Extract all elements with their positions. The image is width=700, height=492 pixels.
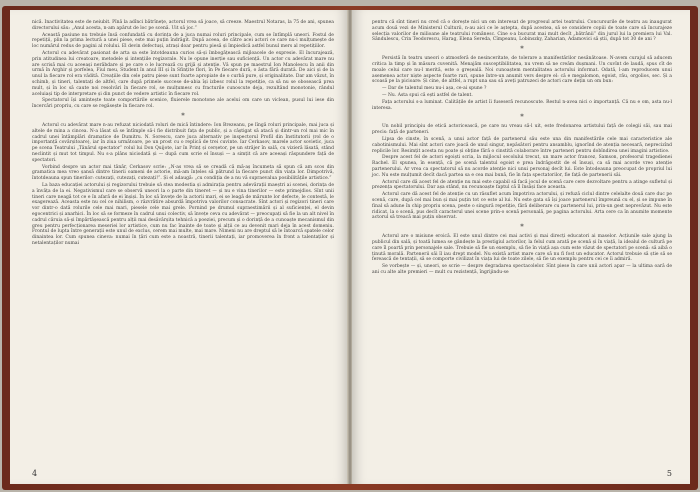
left-page-text <box>32 20 334 247</box>
paragraph: pentru că sînt tineri nu cred că o dorește nici un om interesat de progresul artei teatrului. Concursurile de teatru au inaugurat acum două vezi de Ministerul Culturii, n-au aici ce le aștepta, după acestea, să se considere copiii de toate care să încurajeze selecția valorilor de milioane ale teatrului românesc. Cine s-a bucurat mai mult decît „bătrânii” din jurul lui la premiera lui Val. Săndulescu, Crin Teodorescu, Harag, Elena Sereda, Cîmpeanu, Lobinszky, Zaharian, Adamovici să știi, după tot 30 de ani ? <box>372 20 672 43</box>
paragraph: Lipsa de cinste, în scenă, a unui actor față de partenerul său este una din manifestările cele mai caracteristice ale cabotinismului. Mai sînt actori care joacă de unul singur, nepăsători pentru ansamblu, ignorînd de atenția necesară, neprecizînd replicile lor. Resimțit acesta nu poate și obține fără o cinstită colaborare între parteneri pentru dobîndirea unei imagini artistice. <box>372 136 672 154</box>
section-separator: * <box>520 45 524 54</box>
paragraph: Actorul care dă acest fel de atenție nu mai este capabil să facă jocul de scenă care cere dezvoltare pentru a atinge sufletul și prezența spectatorului. Dar așa stând, nu recunoaște faptul că îl însăși face aceasta. <box>372 179 672 191</box>
section-separator: * <box>181 111 185 120</box>
right-page <box>352 10 690 484</box>
left-page <box>10 10 348 484</box>
paragraph: — Dar de talentul meu nu-i așa, ce-ai spune ? <box>382 86 487 92</box>
right-page-text <box>372 20 672 276</box>
paragraph: — Nu. Asta spui că ești astfel de talent. <box>382 92 473 98</box>
section-separator: * <box>520 113 524 122</box>
paragraph: Se vorbește — și, uneori, se scrie — despre degradarea spectacolelor. Sînt piese în care unii actori apar — la ultima oară de ani cu alte alte premieri — mult cu rezistență, îngrijindu-se <box>372 264 672 275</box>
paragraph: Despre acest fel de actori egoiști scria, la mijlocul secolului trecut, un mare actor francez, Samson, profesorul tragedienei Rachel. El spunea, în esență, că pe scenă talentul egoist e prea îndrăgostit de el însuși, ca să mai acorde vreo atenție partenerului. Ar vrea ca spectatorul să nu acorde atenție nici unui personaj decît lui. Este întodeauna preocupat de propriul lui joc. Nu este mulțumit decît dacă partea sa e cea mai bună, fie în fața spectatorilor, fie față de partenerii săi. <box>372 155 672 178</box>
paragraph: Această pasiune nu trebuie însă confundată cu dorința de a juca numai roluri principale, cum se întîmplă uneori. Fostul de repetiții, plin la prima lectură a unei piese, este mai puțin îndrăgit. După aceea, de către acei actori ce care nu-i mulțumește de loc numărul redus de pagini al rolului. El devin defectuși, atrași doar pentru piesă și împiedică astfel bunul mers al repetițiilor. <box>32 32 334 50</box>
paragraph: Actorul cu adevărat pasionat de arta sa este întotdeauna curios să-și îmbogățească mijloacele de expresie. El încurajează, prin atitudinea lui creatoare, metodele și intențiile regizorale. Nu le opune inerție sau suficiență. Un actor cu adevărat mare nu are scrisă mai cu aceeași nerăbdare și pe care o le lucrează cu grijă și atenție. Vă spun pe maestrul Ion Manolescu în anii din urmă în Arghir și porfelea, Fiul meu, Student în anul III și în Sfințite flori, în Pe fiecare dură, o ăsta fără durată. De aici și de la unul la fiecare rol era vădită. Creațiile din cele patru piese sunt foarte apropiate de o curbă pure, și originalitate. Dar am văzut, în schimb, și tineri, talentați de altfel, care după primele succese de-abia își izbesc rolul la repetiție, ca să nu se obosească prea mult, și în loc să caute noi resolvări în fiecare rol, se mulțumesc cu fracturile cunoscute deja, rezultând monotonie, rândul aceluiași tip de interpretare și din punct de vedere artistic în fiecare rol. <box>32 50 334 97</box>
paragraph: Actorul are o misiune eroică. El este unul dintre cei mai activi și mai direcți educatori ai maselor. Acțiunile sale ajung la publicul din sală, și toată lumea se gândește la prestigiul actorilor, la felul cum arată pe scenă și în viață, la idealul de cultură pe care îl poartă prin personajele sale. Trebuie să fie un exemplu, să fie în viață așa cum este văzut de spectatori pe scenă: să aibă o ținută morală. Partenerii săi îl iau drept model. Nu există artist mare care să nu fi fost un educator. Actorul trebuie să știe să se ferească de tentații, să se comporte civilizat în viața lui de toate zilele, să fie un exemplu pentru cei ce îi admiră. <box>372 234 672 263</box>
paragraph: Persistă în teatru uneori o atmosferă de nesinceritate, de tolerare a manifestărilor nesănătoase. N-avem curajul să aducem critica la timp și în măsura cuvenită. Menajăm susceptibilitatea, nu vrem să ne creăm dușmani. Un cuvînt de laudă, spus cît de moale celui care nu-l merită, este o greșeală. Noi cunoaștem mentalitatea actorului informat. Odată, l-am reproducem unui asemenea actor niște aspecte foarte rari, spune între-un anumit vers despre el: că e megalomon, egoist, rău, orgolios, sec. Și a scoasă pe la picioare: Și cine, de altfel, a rupt una sau să aveți patruzeci de actori care dețin un om bun: <box>372 56 672 85</box>
paragraph: Spectatorul își amintește toate comportările scenice, fluierele monotone ale acelui om care un viclean, pusul lui iese din încercări propriu, cu care se regăsește în fiecare rol. <box>32 98 334 110</box>
paragraph: Fața actorului s-a luminat. Calitățile de artist îi fuseseră recunoscute. Restul n-avea nici o importanță. Că nu e om, asta nu-l interesa. <box>372 99 672 111</box>
paragraph: Actorul cu adevărat mare n-au refuzat niciodată roluri de mică întindere: Ion Brezeanu, pe lîngă roluri principale, mai juca și altele de mina a cincea. N-a lăsat să se întîmple să-i fie distribuit fața de public, și a câștigat să atacă și dintr-un rol mai mic în cadrul unei întâmplări dramatice de Dumitru. N. Sorescu, care juca alternativ pe inspectorul Profil din Institutorii (rol de o importanță covârșitoare), iar în ziua următoare, pe un prost cu o replică de trei cuvinte. Iar Cerkasov, marele actor sovietic, juca pe scena Teatrului „Tânărul spectator” rolul lui Don Quijote, iar în Prinț și cerșetor, pe un străjer în sală, cu vizieră lăsată, stând neclintit și mut tot timpul. Nu s-a plâns niciodată și — după cum scrie el însuși — a simțit că are aceeași răspundere față de spectatori. <box>32 122 334 163</box>
paragraph: Actorul care dă acest fel de atenție cu un răsuflet acum împotriva actorului, și refuză ciclul dintre celelalte două care duc pe scenă, care, după cel mai bun și mai puțin tot ce este al lui. Nu este gata să își joace partenerul împreună cu el, și se impune în final să adune în chip propriu scena, peste o singură repetiție, fără deliberare cu partenerul lui, prin-un gest neprevăzut. Nu este ridicat, la o scenă, pus decît caracterul unei scene prin-o scenă personală, pe pagina actorului. Arta cere ca în anumite momente actorul să treacă mai puțin observat. <box>372 192 672 221</box>
paragraph: nică. Inactivitatea este de neiubit. Pînă la adînci bătrînețe, actorul vrea să joace, să creeze. Maestrul Notaras, la 75 de ani, spunea directorului său: „Anul acesta, n-am apărut de loc pe scenă. Uit să joc.” <box>32 20 334 31</box>
page-number-right: 5 <box>666 469 672 478</box>
section-separator: * <box>520 223 524 232</box>
paragraph: Vorbind despre un actor mai tânăr, Cerkasov scrie: „N-as vrea să se creadă că mă-aș încumeta să spun că am scos din gramatica mea vreo șansă dintre tinerii oameni de actorie, mă-am înțeles să pătrund la fiecare punct din viața lor. Dimpotrivă, întotdeauna spun tinerilor: cutezați, cutezați, cutezați!”. Și el adaugă: „cu condiția de a nu vă supraevalua posibilitățile artistice.” <box>32 164 334 182</box>
paragraph: La baza educației actorului și regizorului trebuie să stea modestia și admirația pentru adevărații maeștri ai scenei, dorința de a învăța de la ei. Negativismul care se observă uneori la o parte din tineret — și nu e vina tinerilor — este primejdios. Sînt unii tineri care neagă tot ce e în afară de ei înșiși. În loc să învețe de la actorii mari, ei se leagă de mărunte lor defecte, le contestă, le exagerează. Aceasta este nu cel ce nihilism, o răzvrătire absurdă împotriva valorilor consacrate. Sînt actori și regizori tineri care vor dintr-o dată rolurile cele mai mari, piesele cele mai grele. Pornind pe drumul supraestimării și al suficienței, el devin egocentrici și anarhici. În loc să se formeze în cadrul unui colectiv, să învețe ceva cu adevărat — preocupați să fie la un alt nivel în cadrul căruia să-și împărtășească pentru alții mai desăvârșita tehnică a poeziei, precum și o dorință de a cunoaște mecanismul din greu pentru perfecționarea meseriei lor artistice, cum nu fac înainte de toate și alții ce au devenit mari deja în acest domeniu. Frontul de lupta între generații este unul de exclus, cerem mai multe, mai mare. Nimeni nu are dreptul să le întoarcă spatele celor dinaintea lor. Cum spunea cineva: numai în țări cum este a noastră, tinerii talentați, iar promoverea în front a talentaților și netalentaților numai <box>32 182 334 246</box>
page-number-left: 4 <box>32 469 38 478</box>
paragraph: Un nobil principiu de etică actoricească, pe care nu vreau să-l uit, este fredonarea artistului față de colegii săi, sau mai precis: față de parteneri. <box>372 124 672 136</box>
